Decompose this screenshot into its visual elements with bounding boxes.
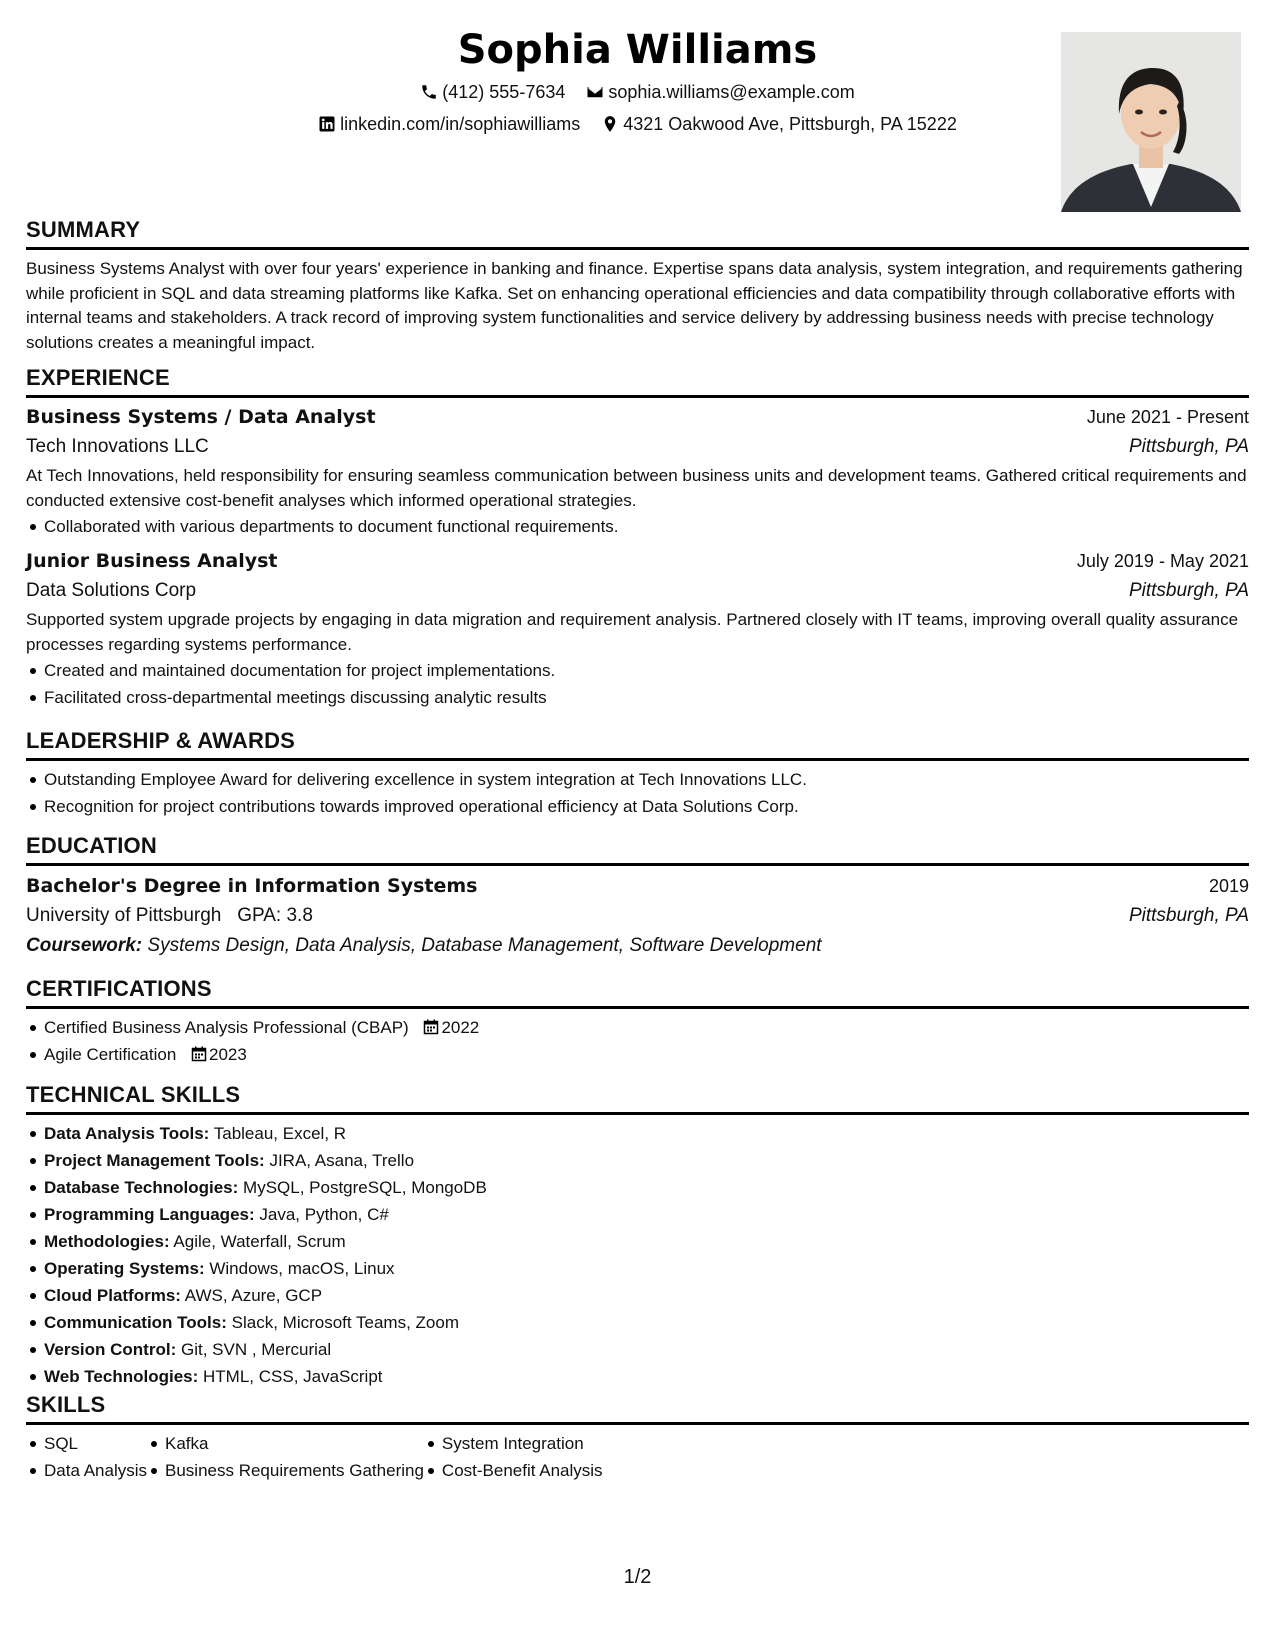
skill-value: JIRA, Asana, Trello [269,1151,415,1170]
calendar-icon [423,1019,439,1035]
page-number: 1/2 [623,1566,652,1588]
list-item [44,1174,1249,1201]
linkedin-text: linkedin.com/in/sophiawilliams [340,114,581,134]
skill-value: Git, SVN , Mercurial [180,1340,332,1359]
skills-grid [26,1430,1249,1484]
list-item [44,1309,1249,1336]
job-company: Data Solutions Corp [26,580,197,601]
resume-page [26,0,1249,1650]
technical-skills-list [26,1120,1249,1390]
skill-value: Slack, Microsoft Teams, Zoom [231,1313,459,1332]
skills-column [26,1430,147,1484]
experience-section [26,364,1249,711]
school-location: Pittsburgh, PA [1128,905,1249,926]
skill-value: AWS, Azure, GCP [184,1286,323,1305]
certification-year: 2022 [441,1018,480,1037]
coursework-label: Coursework: [26,935,143,956]
leadership-section [26,727,1249,820]
experience-heading: EXPERIENCE [26,364,1249,398]
technical-skills-section [26,1081,1249,1390]
job-description: Supported system upgrade projects by engaging in data migration and requirement analysis. Partnered closely with IT teams, improving overall quality assurance processes regarding systems performance. [26,610,1239,654]
job-title: Business Systems / Data Analyst [26,406,376,428]
map-pin-icon [601,115,619,133]
coursework-line [26,931,1249,961]
skill-label: Version Control: [44,1340,177,1359]
list-item [44,1336,1249,1363]
certifications-list [26,1014,1249,1068]
skill-value: MySQL, PostgreSQL, MongoDB [243,1178,487,1197]
job-location: Pittsburgh, PA [1128,436,1249,457]
phone-icon [420,83,438,101]
profile-photo-image [1061,32,1241,212]
skill-value: Windows, macOS, Linux [209,1259,395,1278]
list-item [44,1363,1249,1390]
job-company: Tech Innovations LLC [26,436,209,457]
list-item [44,1120,1249,1147]
contact-email[interactable] [586,80,854,104]
list-item: Facilitated cross-departmental meetings discussing analytic results [44,684,1249,711]
skill-value: HTML, CSS, JavaScript [203,1367,383,1386]
list-item [44,1201,1249,1228]
skill-label: Web Technologies: [44,1367,199,1386]
job-entry [26,546,1249,711]
skill-label: Communication Tools: [44,1313,227,1332]
list-item [44,1014,1249,1041]
skill-label: Operating Systems: [44,1259,205,1278]
certification-name: Certified Business Analysis Professional (CBAP) [44,1018,409,1037]
list-item [44,1228,1249,1255]
skill-label: Data Analysis Tools: [44,1124,210,1143]
list-item [44,1147,1249,1174]
certifications-heading: CERTIFICATIONS [26,975,1249,1009]
list-item [44,1255,1249,1282]
skills-heading: SKILLS [26,1391,1249,1425]
contact-phone[interactable] [420,80,565,104]
job-bullets [26,657,1249,711]
skill-value: Agile, Waterfall, Scrum [173,1232,346,1251]
skill-label: Database Technologies: [44,1178,239,1197]
list-item [44,1041,1249,1068]
summary-text: Business Systems Analyst with over four years' experience in banking and finance. Expertise spans data analysis, system integration, and requirements gathering while proficient in SQL and data streaming platforms like Kafka. Set on enhancing operational efficiencies and data compatibility through collaborative efforts with internal teams and stakeholders. A track record of improving system functionalities and service delivery by addressing business needs with precise technology solutions creates a meaningful impact. [26,259,1243,352]
leadership-list [26,766,1249,820]
envelope-icon [586,83,604,101]
certifications-section [26,975,1249,1068]
job-title: Junior Business Analyst [26,550,278,572]
resume-header [26,24,1249,214]
skills-column [147,1430,424,1484]
list-item: Collaborated with various departments to document functional requirements. [44,513,1249,540]
school-line [26,901,313,931]
leadership-heading: LEADERSHIP & AWARDS [26,727,1249,761]
list-item [44,1282,1249,1309]
skill-label: Project Management Tools: [44,1151,265,1170]
list-item: System Integration [442,1430,603,1457]
school-name: University of Pittsburgh [26,905,222,926]
list-item: Business Requirements Gathering [165,1457,424,1484]
profile-photo [1061,32,1241,212]
certification-year: 2023 [209,1045,247,1064]
skill-value: Tableau, Excel, R [213,1124,347,1143]
job-bullets [26,513,1249,540]
calendar-icon [191,1046,207,1062]
coursework-text: Systems Design, Data Analysis, Database Management, Software Development [147,935,822,956]
list-item: Data Analysis [44,1457,147,1484]
list-item: Outstanding Employee Award for delivering excellence in system integration at Tech Innovations LLC. [44,766,1249,793]
certification-name: Agile Certification [44,1045,177,1064]
gpa: GPA: 3.8 [237,905,313,926]
graduation-year: 2019 [1208,876,1249,896]
degree-title: Bachelor's Degree in Information Systems [26,875,478,897]
contact-linkedin[interactable] [318,112,580,136]
list-item: Kafka [165,1430,424,1457]
job-entry [26,402,1249,540]
skill-label: Methodologies: [44,1232,170,1251]
contact-address [601,112,957,136]
technical-skills-heading: TECHNICAL SKILLS [26,1081,1249,1115]
linkedin-icon [318,115,336,133]
phone-text: (412) 555-7634 [442,82,566,102]
education-section [26,832,1249,961]
email-text: sophia.williams@example.com [608,82,855,102]
candidate-name: Sophia Williams [457,27,818,73]
job-location: Pittsburgh, PA [1128,580,1249,601]
job-dates: June 2021 - Present [1086,407,1249,427]
skill-label: Programming Languages: [44,1205,255,1224]
list-item: Created and maintained documentation for project implementations. [44,657,1249,684]
list-item: Recognition for project contributions towards improved operational efficiency at Data Solutions Corp. [44,793,1249,820]
summary-section [26,216,1249,355]
job-dates: July 2019 - May 2021 [1076,551,1249,571]
skills-column [424,1430,603,1484]
skill-label: Cloud Platforms: [44,1286,181,1305]
list-item: Cost-Benefit Analysis [442,1457,603,1484]
skills-section [26,1391,1249,1484]
education-heading: EDUCATION [26,832,1249,866]
summary-heading: SUMMARY [26,216,1249,250]
list-item: SQL [44,1430,147,1457]
skill-value: Java, Python, C# [259,1205,389,1224]
job-description: At Tech Innovations, held responsibility for ensuring seamless communication between business units and development teams. Gathered critical requirements and conducted extensive cost-benefit analyses which informed operational strategies. [26,466,1247,510]
address-text: 4321 Oakwood Ave, Pittsburgh, PA 15222 [623,114,957,134]
